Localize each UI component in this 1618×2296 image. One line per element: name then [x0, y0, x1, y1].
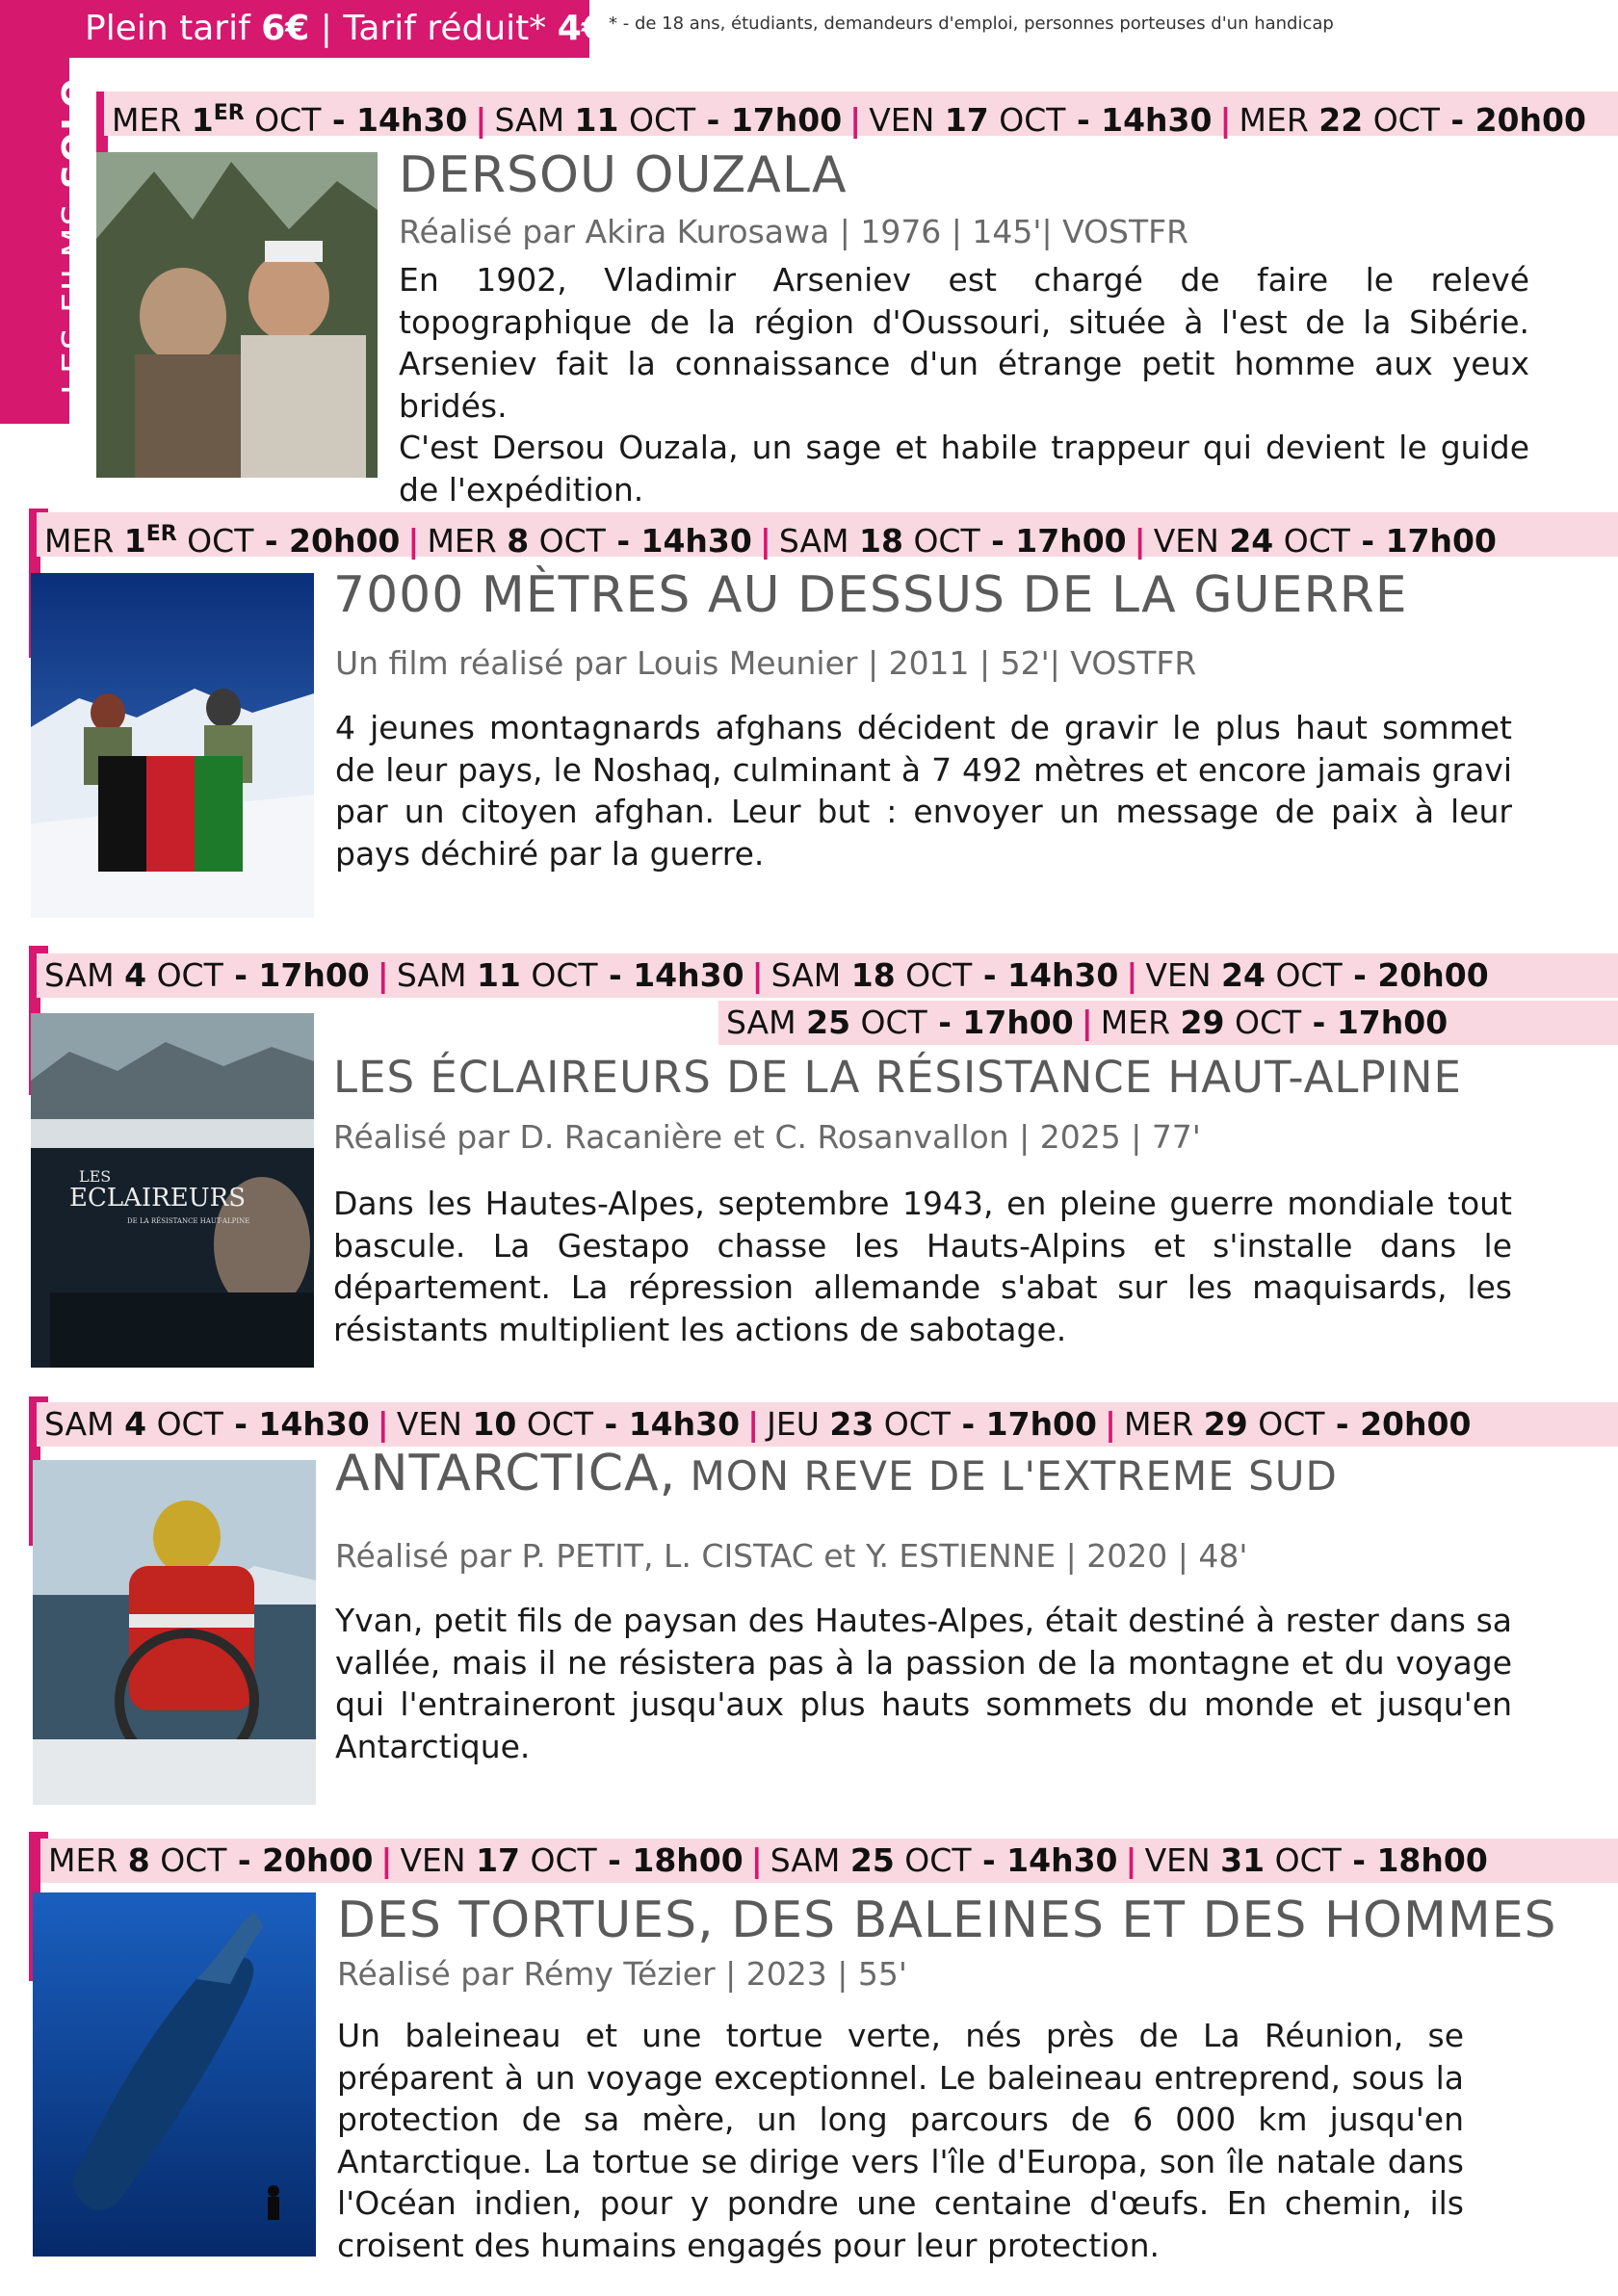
poster-title-sub: DE LA RÉSISTANCE HAUT-ALPINE [127, 1217, 250, 1225]
slot-separator: | [1104, 1405, 1117, 1443]
screening-slot: VEN 31 OCT - 18h00 [1144, 1841, 1488, 1879]
screening-slot: VEN 17 OCT - 18h00 [400, 1841, 744, 1879]
poster-title-top: LES [79, 1167, 112, 1186]
film-poster [33, 1892, 316, 2257]
film-poster [31, 1013, 314, 1368]
screening-slot: VEN 24 OCT - 20h00 [1145, 956, 1489, 994]
slot-separator: | [747, 1405, 760, 1443]
slot-separator: | [750, 1841, 763, 1879]
screening-slot: SAM 4 OCT - 17h00 [44, 956, 370, 994]
screening-slot: MER 22 OCT - 20h00 [1239, 101, 1586, 139]
screening-slot: MER 8 OCT - 20h00 [48, 1841, 374, 1879]
slot-separator: | [407, 522, 420, 560]
slot-separator: | [380, 1841, 393, 1879]
price-note: * - de 18 ans, étudiants, demandeurs d'emploi, personnes porteuses d'un handicap [609, 13, 1334, 34]
slot-separator: | [751, 956, 764, 994]
film-credit: Réalisé par D. Racanière et C. Rosanvallon | 2025 | 77' [333, 1118, 1201, 1156]
price-bar: Plein tarif 6€ | Tarif réduit* 4€ [69, 0, 589, 58]
screening-slot: VEN 24 OCT - 17h00 [1153, 522, 1497, 560]
screening-slot: SAM 25 OCT - 14h30 [770, 1841, 1118, 1879]
screening-slot: SAM 25 OCT - 17h00 [726, 1004, 1074, 1041]
screening-slot: MER 1ER OCT - 14h30 [112, 101, 468, 139]
film-title: LES ÉCLAIREURS DE LA RÉSISTANCE HAUT-ALPINE [333, 1052, 1462, 1103]
film-description: Un baleineau et une tortue verte, nés près de La Réunion, se préparent à un voyage exceptionnel. Le baleineau entreprend, sous la protection de sa mère, un long parcours de 6 000 km jusqu'en Antarctique. La tortue se dirige vers l'île d'Europa, son île natale dans l'Océan indien, pour y pondre une centaine d'œufs. En chemin, ils croisent des humains engagés pour leur protection. [337, 2017, 1464, 2264]
film-credit: Réalisé par Rémy Tézier | 2023 | 55' [337, 1955, 907, 1993]
screening-slot: VEN 10 OCT - 14h30 [396, 1405, 741, 1443]
film-poster [96, 152, 378, 478]
film-title: DES TORTUES, DES BALEINES ET DES HOMMES [337, 1892, 1557, 1949]
schedule-row [37, 512, 1618, 560]
film-description: Dans les Hautes-Alpes, septembre 1943, en pleine guerre mondiale tout bascule. La Gestapo chasse les Hauts-Alpins et s'installe dans le département. La répression allemande s'abat sur les maquisards, les résistants multiplient les actions de sabotage. [333, 1185, 1512, 1348]
slot-separator: | [377, 956, 389, 994]
screening-slot: MER 29 OCT - 20h00 [1124, 1405, 1472, 1443]
screening-slot: SAM 11 OCT - 17h00 [494, 101, 843, 139]
screening-slot: SAM 18 OCT - 17h00 [778, 522, 1127, 560]
screening-slot: MER 1ER OCT - 20h00 [44, 522, 401, 560]
screening-slot: MER 29 OCT - 17h00 [1100, 1004, 1448, 1041]
slot-separator: | [475, 101, 487, 139]
film-title: DERSOU OUZALA [399, 146, 848, 204]
film-poster [31, 573, 314, 918]
film-credit: Réalisé par Akira Kurosawa | 1976 | 145'| VOSTFR [399, 213, 1189, 250]
screening-slot: VEN 17 OCT - 14h30 [869, 101, 1213, 139]
screening-slot: SAM 11 OCT - 14h30 [396, 956, 744, 994]
film-description: 4 jeunes montagnards afghans décident de gravir le plus haut sommet de leur pays, le Noshaq, culminant à 7 492 mètres et encore jamais gravi par un citoyen afghan. Leur but : envoyer un message de paix à leur pays déchiré par la guerre. [335, 709, 1512, 873]
screening-slot: SAM 4 OCT - 14h30 [44, 1405, 370, 1443]
film-poster [33, 1460, 316, 1805]
slot-separator: | [849, 101, 862, 139]
screening-slot: SAM 18 OCT - 14h30 [770, 956, 1119, 994]
slot-separator: | [1126, 956, 1138, 994]
slot-separator: | [377, 1405, 389, 1443]
section-label: LES FILMS SOLO [56, 76, 95, 395]
schedule-row [718, 1001, 1618, 1045]
schedule-row [40, 1839, 1618, 1883]
film-description: En 1902, Vladimir Arseniev est chargé de faire le relevé topographique de la région d'Oussouri, située à l'est de la Sibérie. Arseniev fait la connaissance d'un étrange petit homme aux yeux bridés. C'est Dersou Ouzala, un sage et habile trappeur qui devient le guide de l'expédition. [399, 261, 1529, 509]
slot-separator: | [1134, 522, 1146, 560]
schedule-row [37, 1402, 1618, 1447]
slot-separator: | [759, 522, 771, 560]
film-credit: Un film réalisé par Louis Meunier | 2011 | 52'| VOSTFR [335, 644, 1197, 682]
poster-title-main: ECLAIREURS [69, 1184, 247, 1213]
film-title: 7000 MÈTRES AU DESSUS DE LA GUERRE [333, 566, 1408, 624]
slot-separator: | [1081, 1004, 1093, 1041]
screening-slot: JEU 23 OCT - 17h00 [767, 1405, 1097, 1443]
schedule-row [104, 91, 1618, 139]
slot-separator: | [1125, 1841, 1137, 1879]
slot-separator: | [1219, 101, 1232, 139]
film-title: ANTARCTICA, MON REVE DE L'EXTREME SUD [335, 1445, 1338, 1502]
film-description: Yvan, petit fils de paysan des Hautes-Alpes, était destiné à rester dans sa vallée, mais il ne résistera pas à la passion de la montagne et du voyage qui l'entraineront jusqu'aux plus hauts sommets du monde et jusqu'en Antarctique. [335, 1602, 1512, 1765]
schedule-row [37, 953, 1618, 998]
film-credit: Réalisé par P. PETIT, L. CISTAC et Y. ESTIENNE | 2020 | 48' [335, 1537, 1248, 1575]
screening-slot: MER 8 OCT - 14h30 [427, 522, 752, 560]
